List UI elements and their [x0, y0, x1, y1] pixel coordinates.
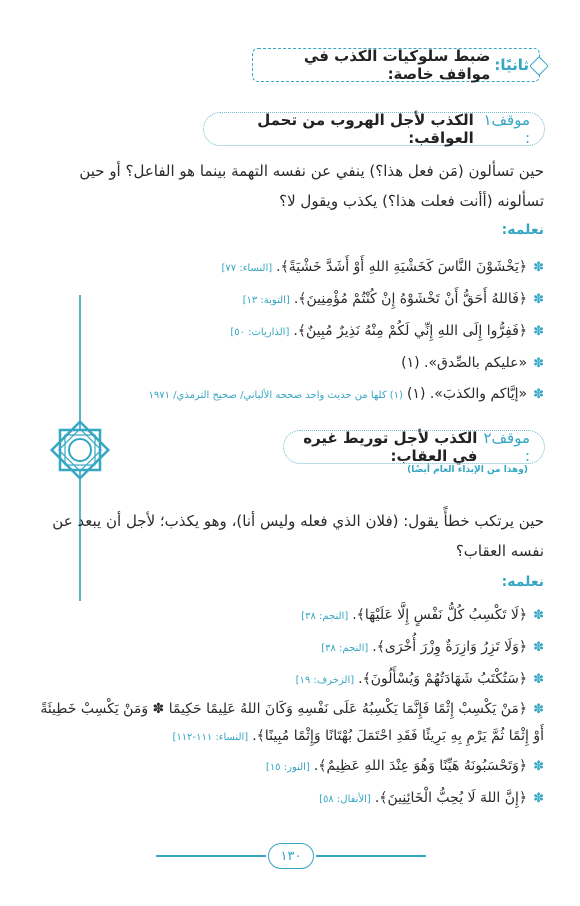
- list-item-text: «عليكم بالصِّدق». (١): [401, 355, 528, 371]
- list-item: [34, 379, 544, 411]
- list-item: [34, 348, 544, 379]
- list-item-text: ﴿فَفِرُّوا إِلَى اللهِ إِنِّي لَكُمْ مِنْهُ نَذِيرٌ مُبِينٌ﴾.: [293, 323, 528, 339]
- list-item: [34, 664, 544, 696]
- situation-1-box: [203, 112, 545, 146]
- situation-2-list: [34, 600, 544, 815]
- flower-star-icon: ✽: [533, 387, 544, 402]
- list-item-reference: [النجم: ٣٨]: [321, 643, 369, 654]
- list-item-reference: [الذاريات: ٥٠]: [230, 327, 290, 338]
- situation-1-label: موقف١ :: [483, 111, 530, 147]
- list-item: [34, 316, 544, 348]
- list-item-text: ﴿سَتُكْتَبُ شَهَادَتُهُمْ وَيُسْأَلُونَ﴾.: [358, 671, 528, 687]
- page-number: ١٣٠: [268, 843, 314, 869]
- list-item-text: ﴿يَخْشَوْنَ النَّاسَ كَخَشْيَةِ اللهِ أَوْ أَشَدَّ خَشْيَةً﴾.: [276, 259, 528, 275]
- list-item: [34, 783, 544, 815]
- situation-2-label: موقف٢ :: [483, 429, 530, 465]
- list-item: [34, 284, 544, 316]
- flower-star-icon: ✽: [533, 702, 544, 717]
- list-item: [34, 751, 544, 783]
- list-item-reference: [الزخرف: ١٩]: [295, 675, 355, 686]
- flower-star-icon: ✽: [533, 608, 544, 623]
- list-item-text: ﴿وَتَحْسَبُونَهُ هَيِّنًا وَهُوَ عِنْدَ اللهِ عَظِيمٌ﴾.: [313, 758, 528, 774]
- list-item-reference: [النور: ١٥]: [265, 762, 310, 773]
- flower-star-icon: ✽: [533, 324, 544, 339]
- situation-2-note: (وهذا من الإيذاء العام أيضًا): [407, 465, 528, 475]
- situation-1-title: الكذب لأجل الهروب من تحمل العواقب:: [257, 111, 474, 147]
- list-item-text: ﴿فَاللهُ أَحَقُّ أَنْ تَخْشَوْهُ إِنْ كُنْتُمْ مُؤْمِنِينَ﴾.: [293, 291, 528, 307]
- section-title-box: [252, 48, 540, 82]
- flower-star-icon: ✽: [533, 356, 544, 371]
- list-item-reference: [الأنفال: ٥٨]: [319, 794, 371, 805]
- situation-1-paragraph: حين تسألون (مَن فعل هذا؟) ينفي عن نفسه التهمة بينما هو الفاعل؟ أو حين تسألونه (أأنت فعلت هذا؟) يكذب ويقول لا؟: [79, 162, 544, 210]
- flower-star-icon: ✽: [533, 791, 544, 806]
- list-item-reference: [النجم: ٣٨]: [301, 611, 349, 622]
- list-item-reference: [النساء: ٧٧]: [221, 263, 273, 274]
- flower-star-icon: ✽: [533, 640, 544, 655]
- flower-star-icon: ✽: [533, 292, 544, 307]
- list-item-text: ﴿مَنْ يَكْسِبْ إِثْمًا فَإِنَّمَا يَكْسِبُهُ عَلَى نَفْسِهِ وَكَانَ اللهُ عَلِيمًا حَكِيمًا ✽ وَمَنْ يَكْسِبْ خَطِيئَةً أَوْ إِثْمًا ثُمَّ يَرْمِ بِهِ بَرِيئًا فَقَدِ احْتَمَلَ بُهْتَانًا وَإِثْمًا مُبِينًا﴾.: [40, 701, 544, 744]
- list-item-reference: [النساء: ١١١-١١٢]: [172, 732, 249, 743]
- list-item-text: ﴿لَا تَكْسِبُ كُلُّ نَفْسٍ إِلَّا عَلَيْهَا﴾.: [352, 607, 528, 623]
- page-number-line-right: [316, 855, 426, 857]
- situation-1-learn-heading: نعلمه:: [501, 222, 544, 238]
- list-item: [34, 632, 544, 664]
- flower-star-icon: ✽: [533, 260, 544, 275]
- flower-star-icon: ✽: [533, 759, 544, 774]
- list-item-reference: (١) كلها من حديث واحد صححه الألباني/ صحيح الترمذي/ ١٩٧١: [148, 390, 403, 401]
- situation-2-learn-heading: نعلمه:: [501, 574, 544, 590]
- list-item: [34, 252, 544, 284]
- list-item: [34, 600, 544, 632]
- section-title-number: ثانيًا:: [494, 56, 529, 74]
- list-item-text: «إيَّاكم والكذبَ». (١): [406, 386, 528, 402]
- list-item-text: ﴿إِنَّ اللهَ لَا يُحِبُّ الْخَائِنِينَ﴾.: [374, 790, 528, 806]
- list-item-reference: [التوبة: ١٣]: [242, 295, 290, 306]
- situation-1-list: [34, 252, 544, 411]
- octagram-ornament-icon: [48, 418, 112, 482]
- section-title: ضبط سلوكيات الكذب في مواقف خاصة:: [303, 47, 491, 83]
- list-item-text: ﴿وَلَا تَزِرُ وَازِرَةٌ وِزْرَ أُخْرَى﴾.: [372, 639, 528, 655]
- situation-2-paragraph: حين يرتكب خطأً يقول: (فلان الذي فعله وليس أنا)، وهو يكذب؛ لأجل أن يبعد عن نفسه العقاب؟: [52, 512, 544, 560]
- page-number-line-left: [156, 855, 266, 857]
- list-item: [34, 696, 544, 751]
- flower-star-icon: ✽: [533, 672, 544, 687]
- situation-2-box: [283, 429, 545, 475]
- situation-2-title: الكذب لأجل توريط غيره في العقاب:: [303, 429, 478, 465]
